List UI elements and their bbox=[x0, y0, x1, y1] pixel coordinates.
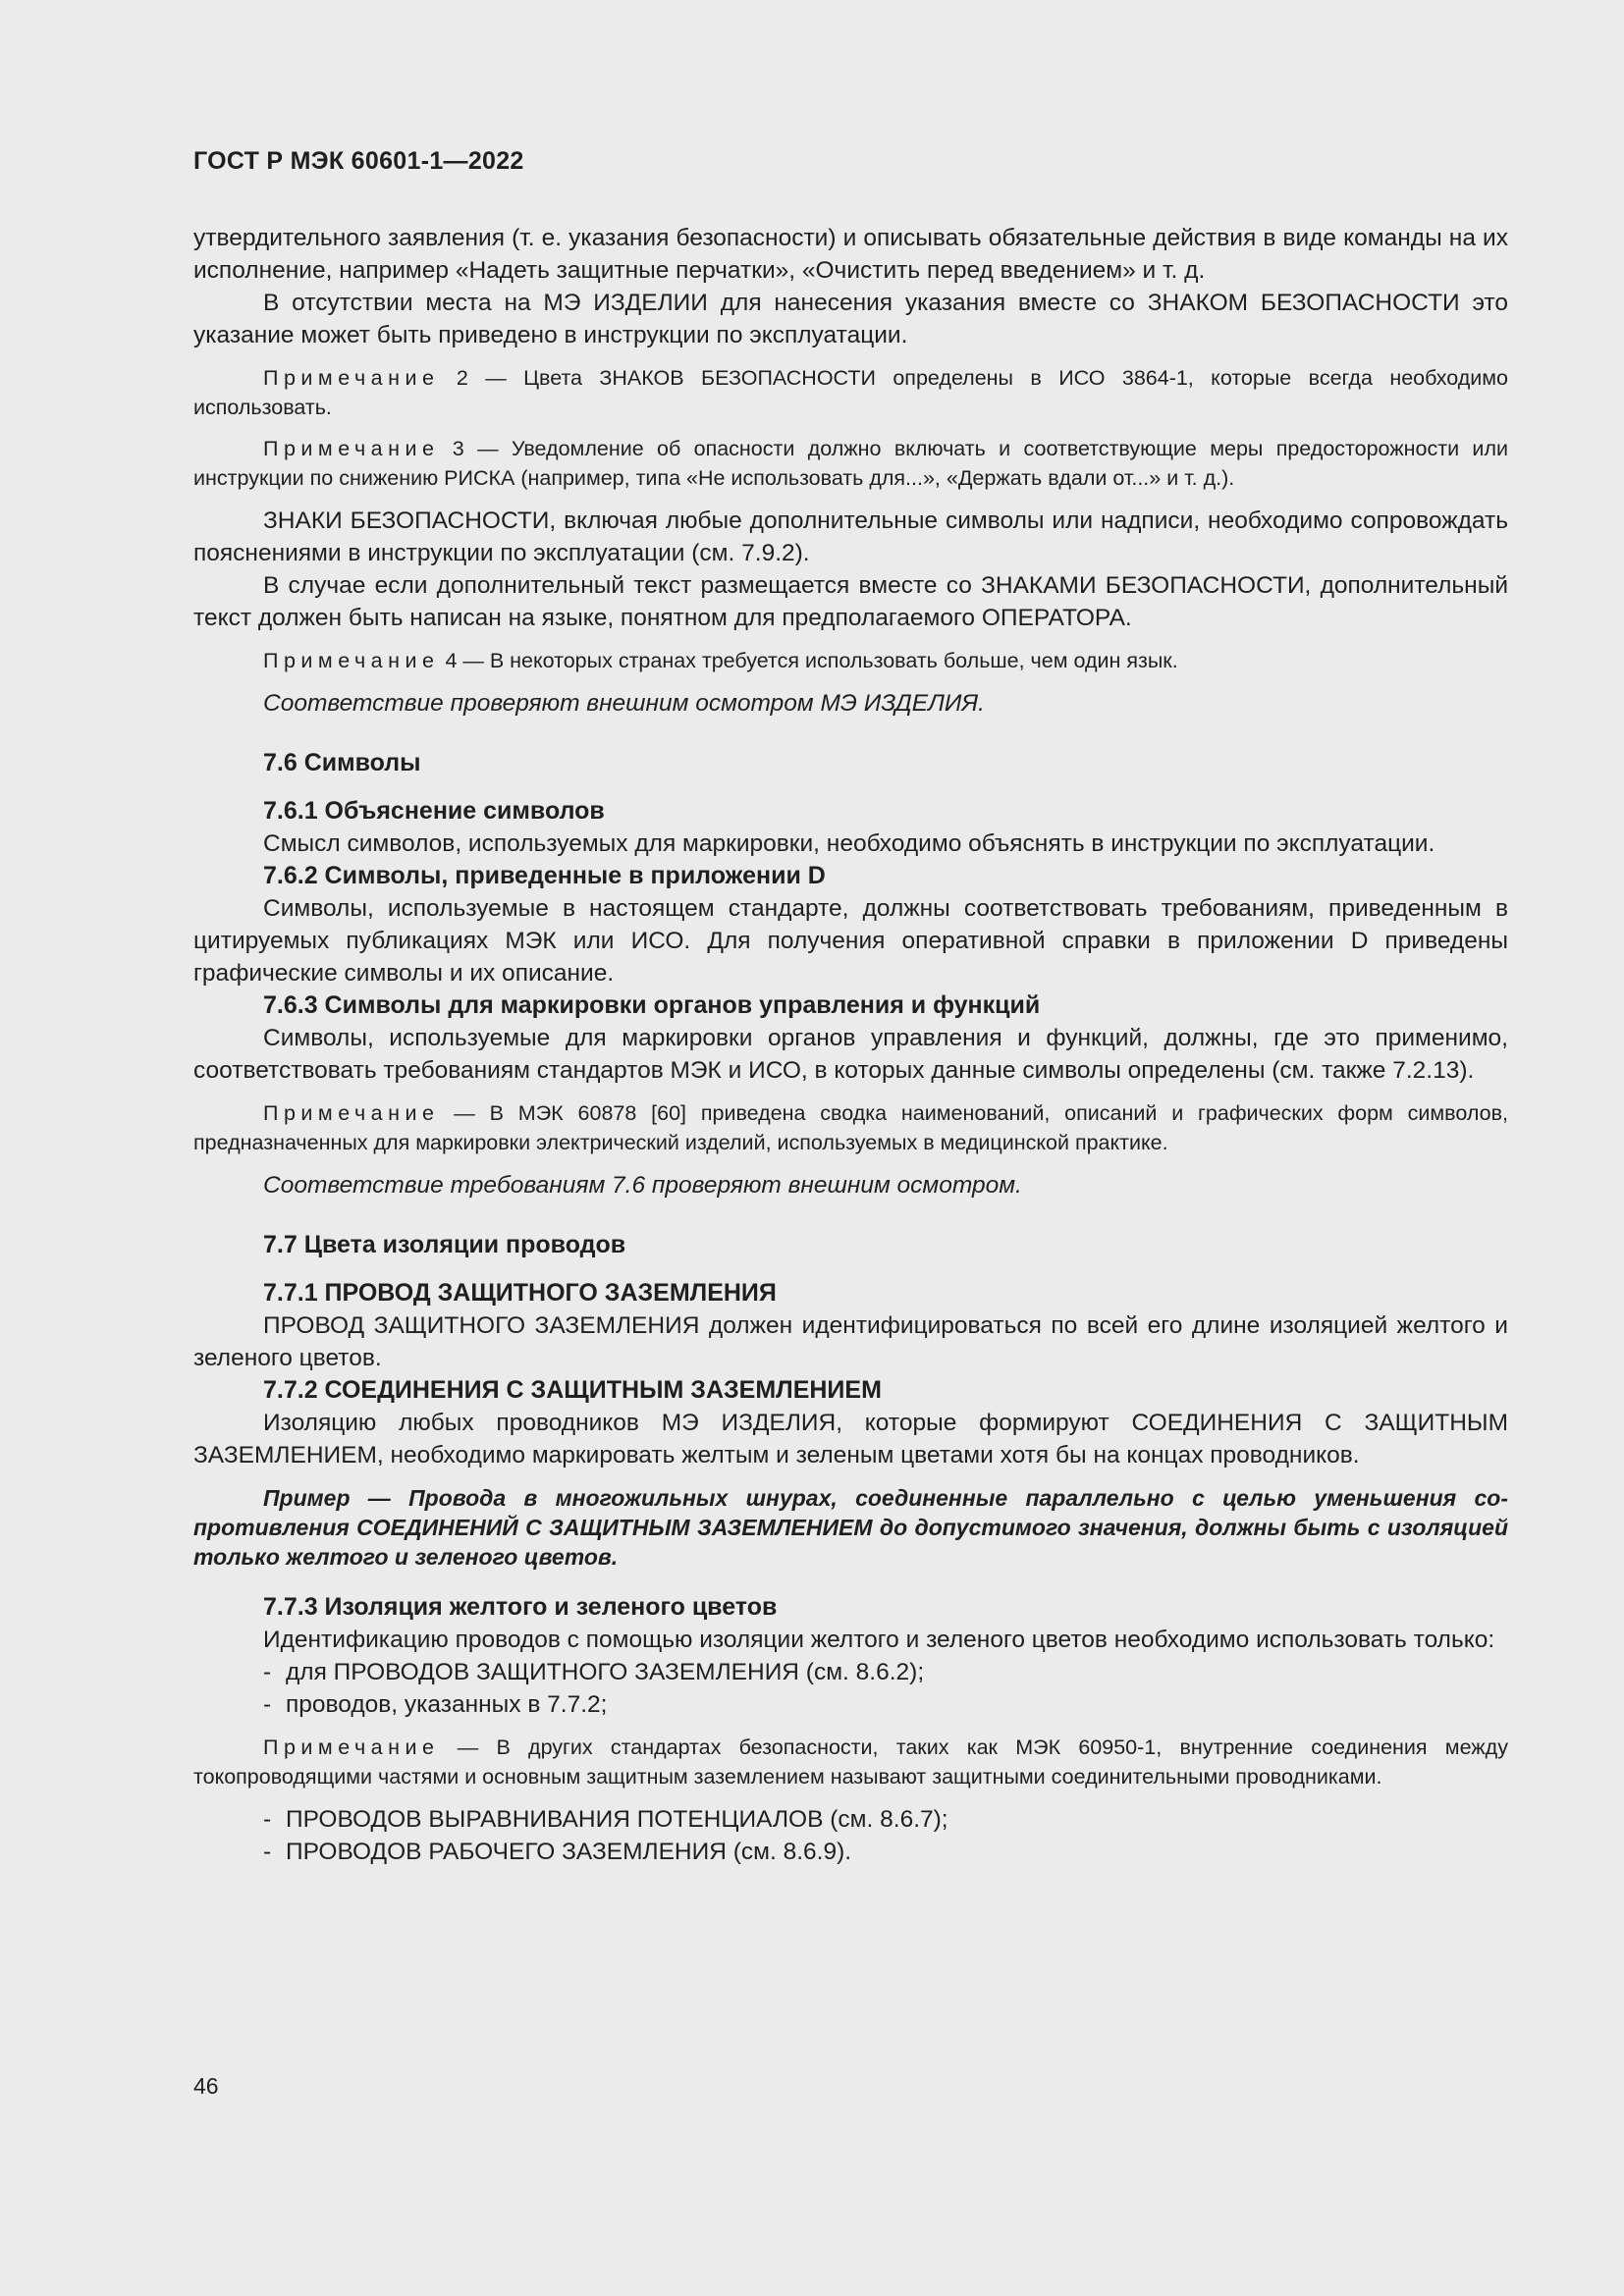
example-block: Пример — Провода в многожильных шнурах, соединенные параллельно с целью уменьшения сопротивления СОЕДИНЕНИЙ С ЗАЩИТНЫМ ЗАЗЕМЛЕНИЕМ до допустимого значения, должны быть с изоляцией только желтого и зеленого цветов. bbox=[193, 1485, 1508, 1570]
list-item bbox=[263, 1656, 1508, 1688]
subsection-heading: 7.6.3 Символы для маркировки органов управления и функций bbox=[263, 991, 1041, 1019]
list-item-text: для ПРОВОДОВ ЗАЩИТНОГО ЗАЗЕМЛЕНИЯ (см. 8.6.2); bbox=[286, 1659, 925, 1685]
note-label: Примечание bbox=[263, 1101, 440, 1125]
subsection-heading: 7.6.2 Символы, приведенные в приложении D bbox=[263, 862, 826, 889]
paragraph: Идентификацию проводов с помощью изоляции желтого и зеленого цветов необходимо использовать только: bbox=[263, 1627, 1495, 1653]
list-dash: - bbox=[263, 1806, 272, 1833]
paragraph: Смысл символов, используемых для маркировки, необходимо объяснять в инструкции по эксплуатации. bbox=[263, 830, 1435, 857]
note-text: — В МЭК 60878 [60] приведена сводка наименований, описаний и графических форм символов, предназначенных для маркировки электрический изделий, используемых в медицинской практике. bbox=[193, 1101, 1508, 1154]
note-label: Примечание bbox=[263, 1735, 440, 1759]
note bbox=[193, 646, 1508, 675]
paragraph: Изоляцию любых проводников МЭ ИЗДЕЛИЯ, которые формируют СОЕДИНЕНИЯ С ЗАЩИТНЫМ ЗАЗЕМЛЕНИЕМ, необходимо маркировать желтым и зеленым цветами хотя бы на концах проводников. bbox=[193, 1410, 1508, 1468]
note-text: 3 — Уведомление об опасности должно включать и соответствующие меры предосторожности или инструкции по снижению РИСКА (например, типа «Не использовать для...», «Держать вдали от...» и т. д.). bbox=[193, 437, 1508, 490]
paragraph: утвердительного заявления (т. е. указания безопасности) и описывать обязательные действия в виде команды на их исполнение, например «Надеть защитные перчатки», «Очистить перед введением» и т. д. bbox=[193, 225, 1508, 284]
note-label: Примечание bbox=[263, 437, 440, 460]
paragraph: Символы, используемые для маркировки органов управления и функций, должны, где это применимо, соответствовать требованиям стандартов МЭК и ИСО, в которых данные символы определены (см. также 7.2.13). bbox=[193, 1025, 1508, 1084]
note-text: 2 — Цвета ЗНАКОВ БЕЗОПАСНОСТИ определены в ИСО 3864-1, которые всегда необходимо использовать. bbox=[193, 366, 1508, 419]
paragraph: В случае если дополнительный текст размещается вместе со ЗНАКАМИ БЕЗОПАСНОСТИ, дополнительный текст должен быть написан на языке, понятном для предполагаемого ОПЕРАТОРА. bbox=[193, 572, 1508, 631]
note-text: — В других стандартах безопасности, таких как МЭК 60950-1, внутренние соединения между токопроводящими частями и основным защитным заземлением называют защитными соединительными проводниками. bbox=[193, 1735, 1508, 1789]
list-dash: - bbox=[263, 1691, 272, 1718]
note bbox=[193, 1098, 1508, 1157]
document-header: ГОСТ Р МЭК 60601-1—2022 bbox=[193, 147, 524, 175]
subsection-heading: 7.7.3 Изоляция желтого и зеленого цветов bbox=[263, 1593, 778, 1621]
note-text: 4 — В некоторых странах требуется использовать больше, чем один язык. bbox=[445, 649, 1178, 672]
note bbox=[193, 363, 1508, 422]
list-item bbox=[263, 1803, 1508, 1836]
note bbox=[193, 1733, 1508, 1791]
paragraph: ПРОВОД ЗАЩИТНОГО ЗАЗЕМЛЕНИЯ должен идентифицироваться по всей его длине изоляцией желтого и зеленого цветов. bbox=[193, 1312, 1508, 1371]
compliance-statement: Соответствие требованиям 7.6 проверяют внешним осмотром. bbox=[263, 1172, 1022, 1199]
subsection-heading: 7.7.2 СОЕДИНЕНИЯ С ЗАЩИТНЫМ ЗАЗЕМЛЕНИЕМ bbox=[263, 1376, 882, 1404]
list-dash: - bbox=[263, 1659, 272, 1685]
note-label: Примечание bbox=[263, 649, 440, 672]
paragraph: В отсутствии места на МЭ ИЗДЕЛИИ для нанесения указания вместе со ЗНАКОМ БЕЗОПАСНОСТИ это указание может быть приведено в инструкции по эксплуатации. bbox=[193, 290, 1508, 348]
subsection-heading: 7.7.1 ПРОВОД ЗАЩИТНОГО ЗАЗЕМЛЕНИЯ bbox=[263, 1279, 777, 1307]
list-item bbox=[263, 1688, 1508, 1721]
list-dash: - bbox=[263, 1839, 272, 1865]
list-item-text: проводов, указанных в 7.7.2; bbox=[286, 1691, 608, 1718]
compliance-statement: Соответствие проверяют внешним осмотром МЭ ИЗДЕЛИЯ. bbox=[263, 690, 985, 717]
section-heading: 7.6 Символы bbox=[263, 749, 421, 776]
list-item-text: ПРОВОДОВ ВЫРАВНИВАНИЯ ПОТЕНЦИАЛОВ (см. 8.6.7); bbox=[286, 1806, 948, 1833]
list-item bbox=[263, 1836, 1508, 1868]
note-label: Примечание bbox=[263, 366, 440, 390]
paragraph: ЗНАКИ БЕЗОПАСНОСТИ, включая любые дополнительные символы или надписи, необходимо сопровождать пояснениями в инструкции по эксплуатации (см. 7.9.2). bbox=[193, 507, 1508, 566]
subsection-heading: 7.6.1 Объяснение символов bbox=[263, 797, 605, 825]
section-heading: 7.7 Цвета изоляции проводов bbox=[263, 1231, 626, 1258]
paragraph: Символы, используемые в настоящем стандарте, должны соответствовать требованиям, приведенным в цитируемых публикациях МЭК или ИСО. Для получения оперативной справки в приложении D приведены графические символы и их описание. bbox=[193, 895, 1508, 987]
note bbox=[193, 434, 1508, 493]
page-number: 46 bbox=[193, 2073, 219, 2099]
list-item-text: ПРОВОДОВ РАБОЧЕГО ЗАЗЕМЛЕНИЯ (см. 8.6.9). bbox=[286, 1839, 852, 1865]
